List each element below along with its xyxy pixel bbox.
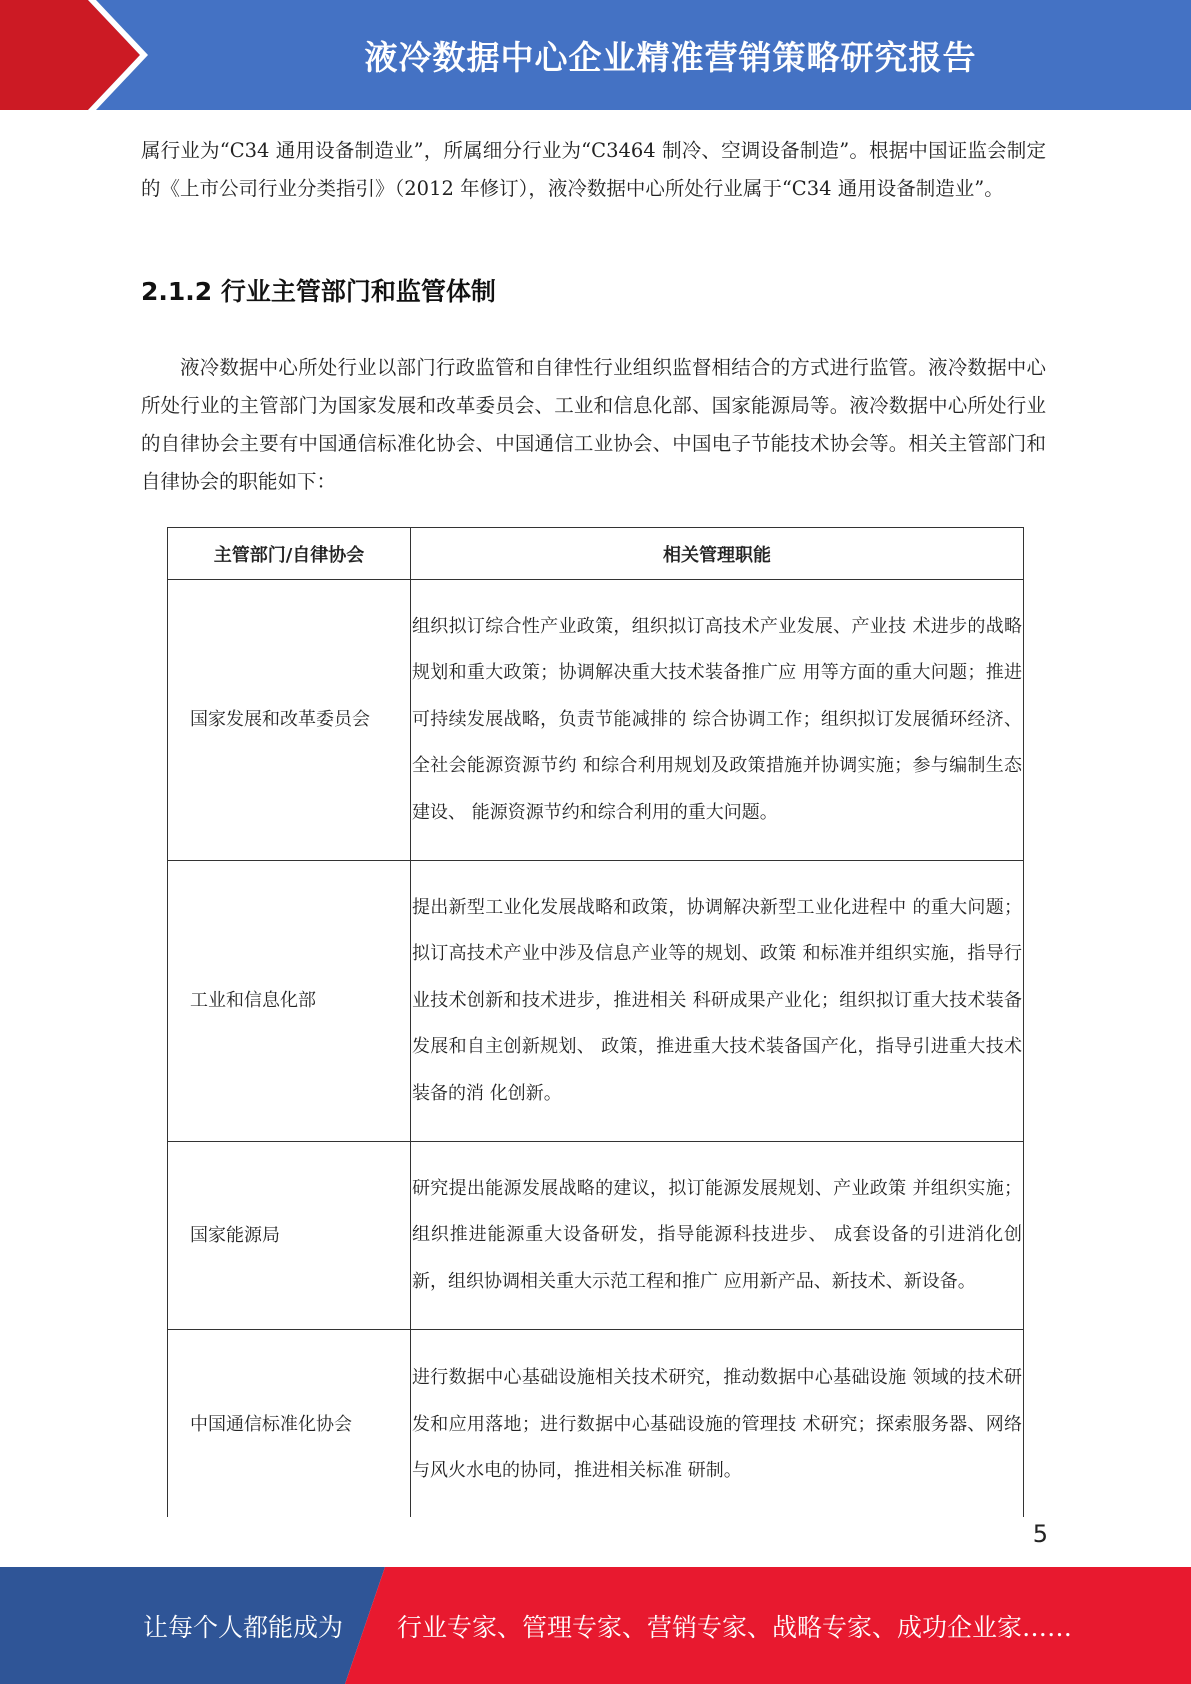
function-cell: 组织拟订综合性产业政策，组织拟订高技术产业发展、产业技 术进步的战略规划和重大政策；协调解决重大技术装备推广应 用等方面的重大问题；推进可持续发展战略，负责节能减排的 综合协调工作；组织拟订发展循环经济、全社会能源资源节约 和综合利用规划及政策措施并协调实施；参与编制生态建设、 能源资源节约和综合利用的重大问题。 [411, 580, 1024, 861]
dept-cell: 工业和信息化部 [168, 861, 411, 1142]
section-heading: 2.1.2 行业主管部门和监管体制 [141, 277, 496, 306]
intro-section [141, 132, 1046, 208]
regulator-table [167, 527, 1024, 1517]
report-title: 液冷数据中心企业精准营销策略研究报告 [364, 37, 977, 77]
page-number: 5 [1032, 1520, 1048, 1548]
function-cell: 进行数据中心基础设施相关技术研究，推动数据中心基础设施 领域的技术研发和应用落地；进行数据中心基础设施的管理技 术研究；探索服务器、网络与风火水电的协同，推进相关标准 研制。 [411, 1330, 1024, 1518]
function-cell: 研究提出能源发展战略的建议，拟订能源发展规划、产业政策 并组织实施；组织推进能源重大设备研发，指导能源科技进步、 成套设备的引进消化创新，组织协调相关重大示范工程和推广 应用新产品、新技术、新设备。 [411, 1142, 1024, 1330]
footer-banner [0, 1567, 1191, 1684]
section-body [141, 349, 1046, 501]
intro-paragraph: 属行业为“C34 通用设备制造业”，所属细分行业为“C3464 制冷、空调设备制造”。根据中国证监会制定的《上市公司行业分类指引》（2012 年修订），液冷数据中心所处行业属于“C34 通用设备制造业”。 [141, 139, 1046, 200]
function-cell: 提出新型工业化发展战略和政策，协调解决新型工业化进程中 的重大问题；拟订高技术产业中涉及信息产业等的规划、政策 和标准并组织实施，指导行业技术创新和技术进步，推进相关 科研成果产业化；组织拟订重大技术装备发展和自主创新规划、 政策，推进重大技术装备国产化，指导引进重大技术装备的消 化创新。 [411, 861, 1024, 1142]
footer-slogan-right: 行业专家、管理专家、营销专家、战略专家、成功企业家…… [397, 1612, 1073, 1642]
header-banner [0, 0, 1191, 110]
column-header-function: 相关管理职能 [411, 528, 1024, 580]
table-row [168, 1330, 1024, 1518]
table-header-row [168, 528, 1024, 580]
table-row [168, 580, 1024, 861]
dept-cell: 中国通信标准化协会 [168, 1330, 411, 1518]
dept-cell: 国家发展和改革委员会 [168, 580, 411, 861]
footer-slogan-left: 让每个人都能成为 [143, 1612, 344, 1642]
column-header-dept: 主管部门/自律协会 [168, 528, 411, 580]
regulator-table-container [167, 527, 1024, 1517]
table-row [168, 861, 1024, 1142]
section-paragraph: 液冷数据中心所处行业以部门行政监管和自律性行业组织监督相结合的方式进行监管。液冷数据中心所处行业的主管部门为国家发展和改革委员会、工业和信息化部、国家能源局等。液冷数据中心所处行业的自律协会主要有中国通信标准化协会、中国通信工业协会、中国电子节能技术协会等。相关主管部门和自律协会的职能如下： [141, 356, 1046, 493]
table-row [168, 1142, 1024, 1330]
red-chevron-graphic [0, 0, 150, 110]
dept-cell: 国家能源局 [168, 1142, 411, 1330]
